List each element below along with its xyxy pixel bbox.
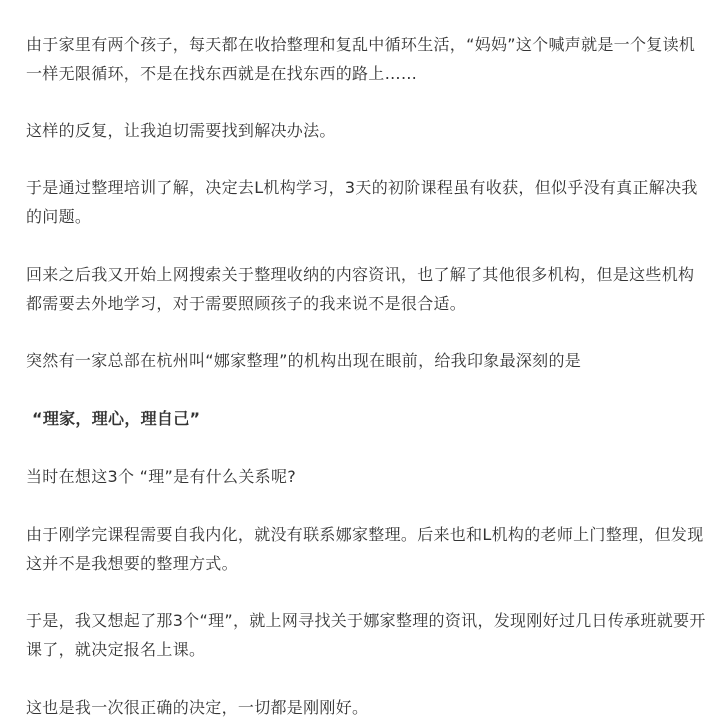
paragraph-9: 于是，我又想起了那3个“理”，就上网寻找关于娜家整理的资讯，发现刚好过几日传承班就要开课了，就决定报名上课。 bbox=[26, 611, 706, 659]
paragraph-2: 这样的反复，让我迫切需要找到解决办法。 bbox=[26, 121, 336, 140]
paragraph-5: 突然有一家总部在杭州叫“娜家整理”的机构出现在眼前，给我印象最深刻的是 bbox=[26, 351, 582, 370]
highlight-quote: “理家，理心，理自己” bbox=[32, 409, 201, 428]
paragraph-3: 于是通过整理培训了解，决定去L机构学习，3天的初阶课程虽有收获，但似乎没有真正解决我的问题。 bbox=[26, 178, 698, 226]
paragraph-4: 回来之后我又开始上网搜索关于整理收纳的内容资讯，也了解了其他很多机构，但是这些机构都需要去外地学习，对于需要照顾孩子的我来说不是很合适。 bbox=[26, 265, 695, 313]
paragraph-7: 当时在想这3个 “理”是有什么关系呢? bbox=[26, 467, 297, 486]
paragraph-8: 由于刚学完课程需要自我内化，就没有联系娜家整理。后来也和L机构的老师上门整理，但发现这并不是我想要的整理方式。 bbox=[26, 525, 704, 573]
paragraph-10: 这也是我一次很正确的决定，一切都是刚刚好。 bbox=[26, 698, 369, 717]
paragraph-1: 由于家里有两个孩子，每天都在收拾整理和复乱中循环生活，“妈妈”这个喊声就是一个复读机一样无限循环，不是在找东西就是在找东西的路上…… bbox=[26, 35, 696, 83]
